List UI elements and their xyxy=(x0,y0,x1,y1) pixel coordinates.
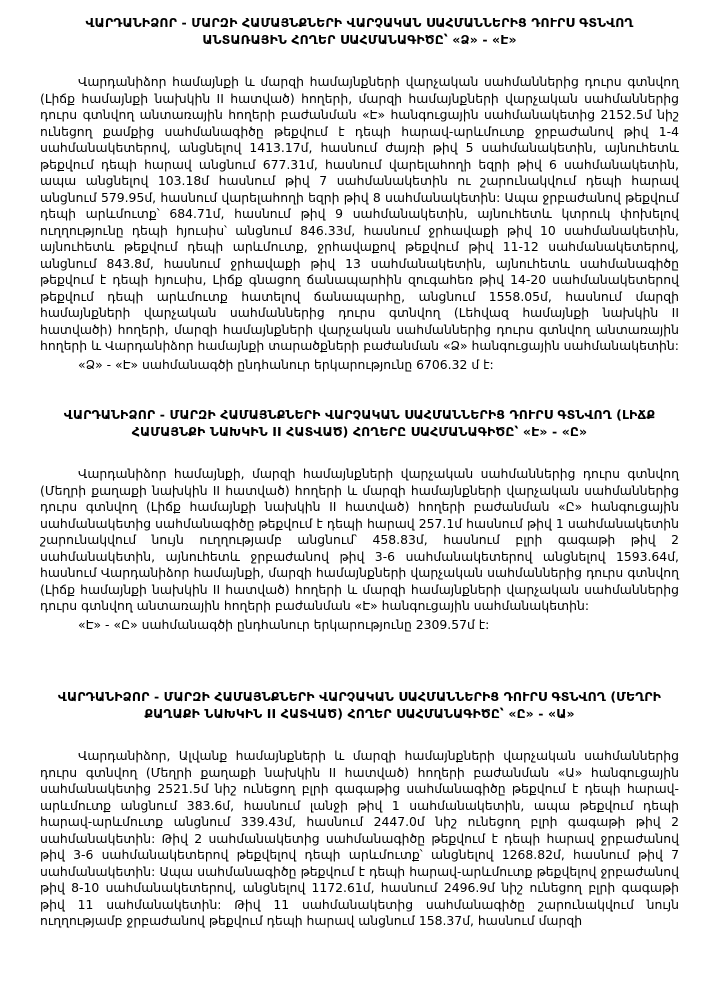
section-body: Վարդանիձոր համայնքի, մարզի համայնքների վարչական սահմաններից դուրս գտնվող (Մեղրի քաղաքի նախկին II հատված) հողերի և մարզի համայնքների վարչական սահմաններից դուրս գտնվող (Լիճք համայնքի նախկին II հատված) հողերի բաժանման «Ը» հանգուցային սահմանակետից սահմանագիծը թեքվում է դեպի հարավ 257.1մ հասնում թիվ 1 սահմանակետին շարունակվում նույն ուղղությամբ անցնում՝ 458.83մ, հասնում բլրի գագաթի թիվ 2 սահմանակետին, այնուհետև ջրբաժանով թիվ 3-6 սահմանակետերով անցնելով 1593.64մ, հասնում Վարդանիձոր համայնքի, մարզի համայնքների վարչական սահմաններից դուրս գտնվող (Լիճք համայնքի նախկին II հատված) հողերի և մարզի համայնքների վարչական սահմաններից դուրս գտնվող անտառային հողերի բաժանման «Է» հանգուցային սահմանակետին: xyxy=(40,466,679,613)
section-heading: ՎԱՐԴԱՆԻՁՈՐ - ՄԱՐԶԻ ՀԱՄԱՅՆՔՆԵՐԻ ՎԱՐՉԱԿԱՆ ՍԱՀՄԱՆՆԵՐԻՑ ԴՈՒՐՍ ԳՏՆՎՈՂ (ԼԻՃՔ ՀԱՄԱՅՆՔԻ ՆԱԽԿԻՆ II ՀԱՏՎԱԾ) ՀՈՂԵՐԸ ՍԱՀՄԱՆԱԳԻԾԸ՝ «Է» - «Ը» xyxy=(63,407,656,439)
boundary-section-e-y xyxy=(40,406,679,633)
section-heading: ՎԱՐԴԱՆԻՁՈՐ - ՄԱՐԶԻ ՀԱՄԱՅՆՔՆԵՐԻ ՎԱՐՉԱԿԱՆ ՍԱՀՄԱՆՆԵՐԻՑ ԴՈՒՐՍ ԳՏՆՎՈՂ (ՄԵՂՐԻ ՔԱՂԱՔԻ ՆԱԽԿԻՆ II ՀԱՏՎԱԾ) ՀՈՂԵՐ ՍԱՀՄԱՆԱԳԻԾԸ՝ «Ը» - «Ա» xyxy=(57,689,662,721)
section-summary: «Է» - «Ը» սահմանագծի ընդհանուր երկարությունը 2309.57մ է: xyxy=(78,616,490,632)
section-body: Վարդանիձոր համայնքի և մարզի համայնքների վարչական սահմաններից դուրս գտնվող (Լիճք համայնքի նախկին II հատված) հողերի, մարզի համայնքների վարչական սահմաններից դուրս գտնվող անտառային հողերի բաժանման «Է» հանգուցային սահմանակետից 2152.5մ նիշ ունեցող քամքից սահմանագիծը թեքվում է դեպի հարավ-արևմուտք ջրբաժանով թիվ 1-4 սահմանակետերով, անցնելով 1413.17մ, հասնում ժայռի թիվ 5 սահմանակետին, այնուհետև թեքվում դեպի հարավ անցնում 677.31մ, հասնում վարելահողի եզրի թիվ 6 սահմանակետին, ապա անցնելով 103.18մ հասնում թիվ 7 սահմանակետին ու շարունակվում դեպի հարավ անցնում 579.95մ, հասնում վարելահողի եզրի թիվ 8 սահմանակետին: Ապա ջրբաժանով թեքվում դեպի արևմուտք՝ 684.71մ, հասնում թիվ 9 սահմանակետին, այնուհետև կտրուկ փոխելով ուղղությունը դեպի հյուսիս՝ անցնում 846.33մ, հասնում ջրհավաքի թիվ 10 սահմանակետին, այնուհետև թեքվում դեպի արևմուտք, ջրհավաքով թեքվում թիվ 11-12 սահմանակետերով, անցնում 843.8մ, հասնում ջրհավաքի թիվ 13 սահմանակետին, այնուհետև սահմանագիծը թեքվում է դեպի հյուսիս, Լիճք գնացող ճանապարհին զուգահեռ թիվ 14-20 սահմանակետերով թեքվում դեպի արևմուտք հատելով ճանապարհը, անցնում 1558.05մ, հասնում մարզի համայնքների վարչական սահմաններից դուրս գտնվող (Լեհվազ համայնքի նախկին II հատվածի) հողերի, մարզի համայնքների վարչական սահմաններից դուրս գտնվող անտառային հողերի և Վարդանիձոր համայնքի տարածքների բաժանման «Ձ» հանգուցային սահմանակետին: xyxy=(40,74,679,353)
boundary-section-dz-e xyxy=(40,14,679,373)
boundary-section-y-a xyxy=(40,688,679,930)
section-summary: «Ձ» - «Է» սահմանագծի ընդհանուր երկարությունը 6706.32 մ է: xyxy=(78,356,494,372)
section-body: Վարդանիձոր, Ալվանք համայնքների և մարզի համայնքների վարչական սահմաններից դուրս գտնվող (Մեղրի քաղաքի նախկին II հատված) հողերի բաժանման «Ա» հանգուցային սահմանակետից 2521.5մ նիշ ունեցող բլրի գագաթից սահմանագիծը թեքվում է դեպի հարավ-արևմուտք անցնում 383.6մ, հասնում լանջի թիվ 1 սահմանակետին, ապա թեքվում դեպի հարավ-արևմուտք անցնում 339.43մ, հասնում 2447.0մ նիշ ունեցող բլրի գագաթի թիվ 2 սահմանակետին: Թիվ 2 սահմանակետից սահմանագիծը թեքվում է դեպի հարավ ջրբաժանով թիվ 3-6 սահմանակետերով թեքվելով դեպի արևմուտք՝ անցնելով 1268.82մ, հասնում թիվ 7 սահմանակետին: Ապա սահմանագիծը թեքվում է դեպի հարավ-արևմուտք թեքվելով ջրբաժանով թիվ 8-10 սահմանակետերով, անցնելով 1172.61մ, հասնում 2496.9մ նիշ ունեցող բլրի գագաթի թիվ 11 սահմանակետին: Թիվ 11 սահմանակետից սահմանագիծը շարունակվում նույն ուղղությամբ ջրբաժանով թեքվում դեպի հարավ անցնում 158.37մ, հասնում մարզի xyxy=(40,748,679,928)
section-heading: ՎԱՐԴԱՆԻՁՈՐ - ՄԱՐԶԻ ՀԱՄԱՅՆՔՆԵՐԻ ՎԱՐՉԱԿԱՆ ՍԱՀՄԱՆՆԵՐԻՑ ԴՈՒՐՍ ԳՏՆՎՈՂ ԱՆՏԱՌԱՅԻՆ ՀՈՂԵՐ ՍԱՀՄԱՆԱԳԻԾԸ՝ «Ձ» - «Է» xyxy=(85,15,634,47)
